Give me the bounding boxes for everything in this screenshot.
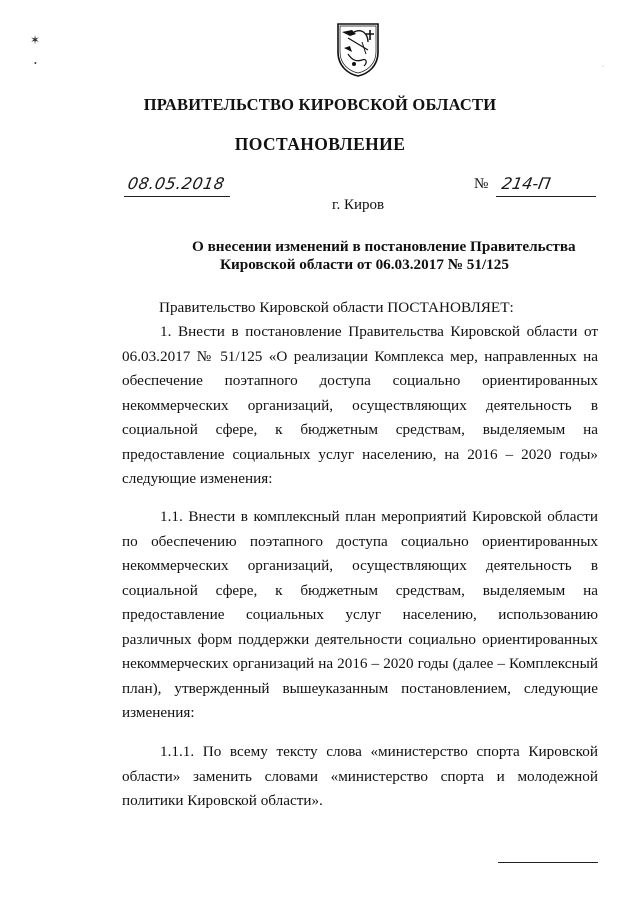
paragraph-1: 1. Внести в постановление Правительства Кировской области от 06.03.2017 № 51/125 «О реализации Комплекса мер, направленных на обеспечение поэтапного доступа социально ориентированных некоммерческих организаций, осуществляющих деятельность в социальной сфере, к бюджетным средствам, выделяемым на предоставление социальных услуг населению, на 2016 – 2020 годы» следующие изменения: — [122, 323, 598, 487]
subject-line-1: О внесении изменений в постановление Правительства — [192, 238, 576, 255]
footer-rule — [498, 862, 598, 863]
kirov-coat-of-arms-icon — [334, 20, 382, 78]
preamble: Правительство Кировской области ПОСТАНОВЛЯЕТ: — [159, 299, 514, 316]
city-name: г. Киров — [332, 197, 385, 213]
scan-speck: · — [602, 64, 604, 70]
date-handwritten: 08.05.2018 — [126, 174, 227, 193]
number-field — [496, 172, 596, 197]
document-subject — [192, 238, 612, 274]
date-field — [124, 172, 230, 197]
scan-speck: ✶ — [30, 33, 41, 47]
number-label: № — [474, 176, 489, 192]
document-type-title: ПОСТАНОВЛЕНИЕ — [234, 134, 406, 154]
paragraph-1-1: 1.1. Внести в комплексный план мероприятий Кировской области по обеспечению поэтапного доступа социально ориентированных некоммерческих организаций, осуществляющих деятельность в социальной сфере, к бюджетным средствам, выделяемым на предоставление социальных услуг населению, использованию различных форм поддержки деятельности социально ориентированных некоммерческих организаций на 2016 – 2020 годы (далее – Комплексный план), утвержденный вышеуказанным постановлением, следующие изменения: — [122, 508, 598, 721]
scan-speck: • — [34, 59, 37, 68]
subject-line-2: Кировской области от 06.03.2017 № 51/125 — [220, 256, 509, 273]
paragraph-1-1-1: 1.1.1. По всему тексту слова «министерство спорта Кировской области» заменить словами «министерство спорта и молодежной политики Кировской области». — [122, 743, 598, 809]
number-handwritten: 214-П — [500, 174, 553, 193]
government-title: ПРАВИТЕЛЬСТВО КИРОВСКОЙ ОБЛАСТИ — [143, 95, 497, 114]
